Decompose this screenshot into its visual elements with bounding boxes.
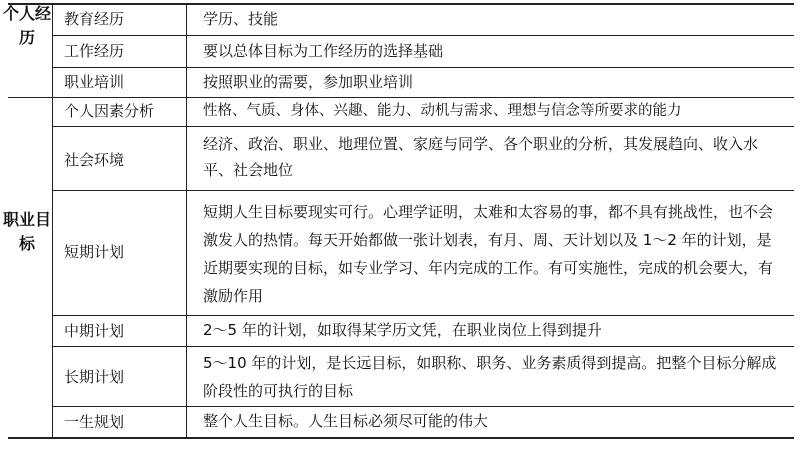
column-divider xyxy=(186,3,187,437)
row-description: 5～10 年的计划，是长远目标，如职称、职务、业务素质得到提高。把整个目标分解成阶段性的可执行的目标 xyxy=(203,354,777,400)
section-label-career-goals: 职业目标 xyxy=(2,210,51,253)
row-description: 按照职业的需要，参加职业培训 xyxy=(203,73,414,91)
row-category: 职业培训 xyxy=(64,73,125,91)
row-description: 短期人生目标要现实可行。心理学证明，太难和太容易的事，都不具有挑战性，也不会激发人的热情。每天开始都做一张计划表，有月、周、天计划以及 1～2 年的计划，是近期要实现的目标，如专业学习、年内完成的工作。有可实施性，完成的机会要大，有激励作用 xyxy=(203,203,774,305)
row-description: 经济、政治、职业、地理位置、家庭与同学、各个职业的分析，其发展趋向、收入水平、社会地位 xyxy=(203,135,759,179)
table-top-border xyxy=(8,3,794,5)
row-divider xyxy=(52,315,794,316)
row-category: 长期计划 xyxy=(64,368,125,386)
row-category: 工作经历 xyxy=(64,42,125,60)
row-divider xyxy=(52,190,794,191)
table-bottom-border xyxy=(8,437,794,439)
row-divider xyxy=(52,67,794,68)
row-description: 学历、技能 xyxy=(203,10,279,28)
row-description: 整个人生目标。人生目标必须尽可能的伟大 xyxy=(203,412,489,430)
column-divider xyxy=(52,3,53,437)
row-divider xyxy=(52,35,794,36)
row-category: 个人因素分析 xyxy=(64,102,155,120)
row-category: 教育经历 xyxy=(64,10,125,28)
row-description: 性格、气质、身体、兴趣、能力、动机与需求、理想与信念等所要求的能力 xyxy=(203,103,682,119)
row-divider xyxy=(52,406,794,407)
section-label-personal-history: 个人经历 xyxy=(2,4,51,47)
row-category: 中期计划 xyxy=(64,322,125,340)
row-description: 要以总体目标为工作经历的选择基础 xyxy=(203,42,444,60)
row-category: 短期计划 xyxy=(64,243,125,261)
row-category: 一生规划 xyxy=(64,413,125,431)
row-description: 2～5 年的计划，如取得某学历文凭，在职业岗位上得到提升 xyxy=(203,321,602,339)
row-divider xyxy=(52,126,794,127)
row-category: 社会环境 xyxy=(64,151,125,169)
row-divider xyxy=(52,346,794,347)
